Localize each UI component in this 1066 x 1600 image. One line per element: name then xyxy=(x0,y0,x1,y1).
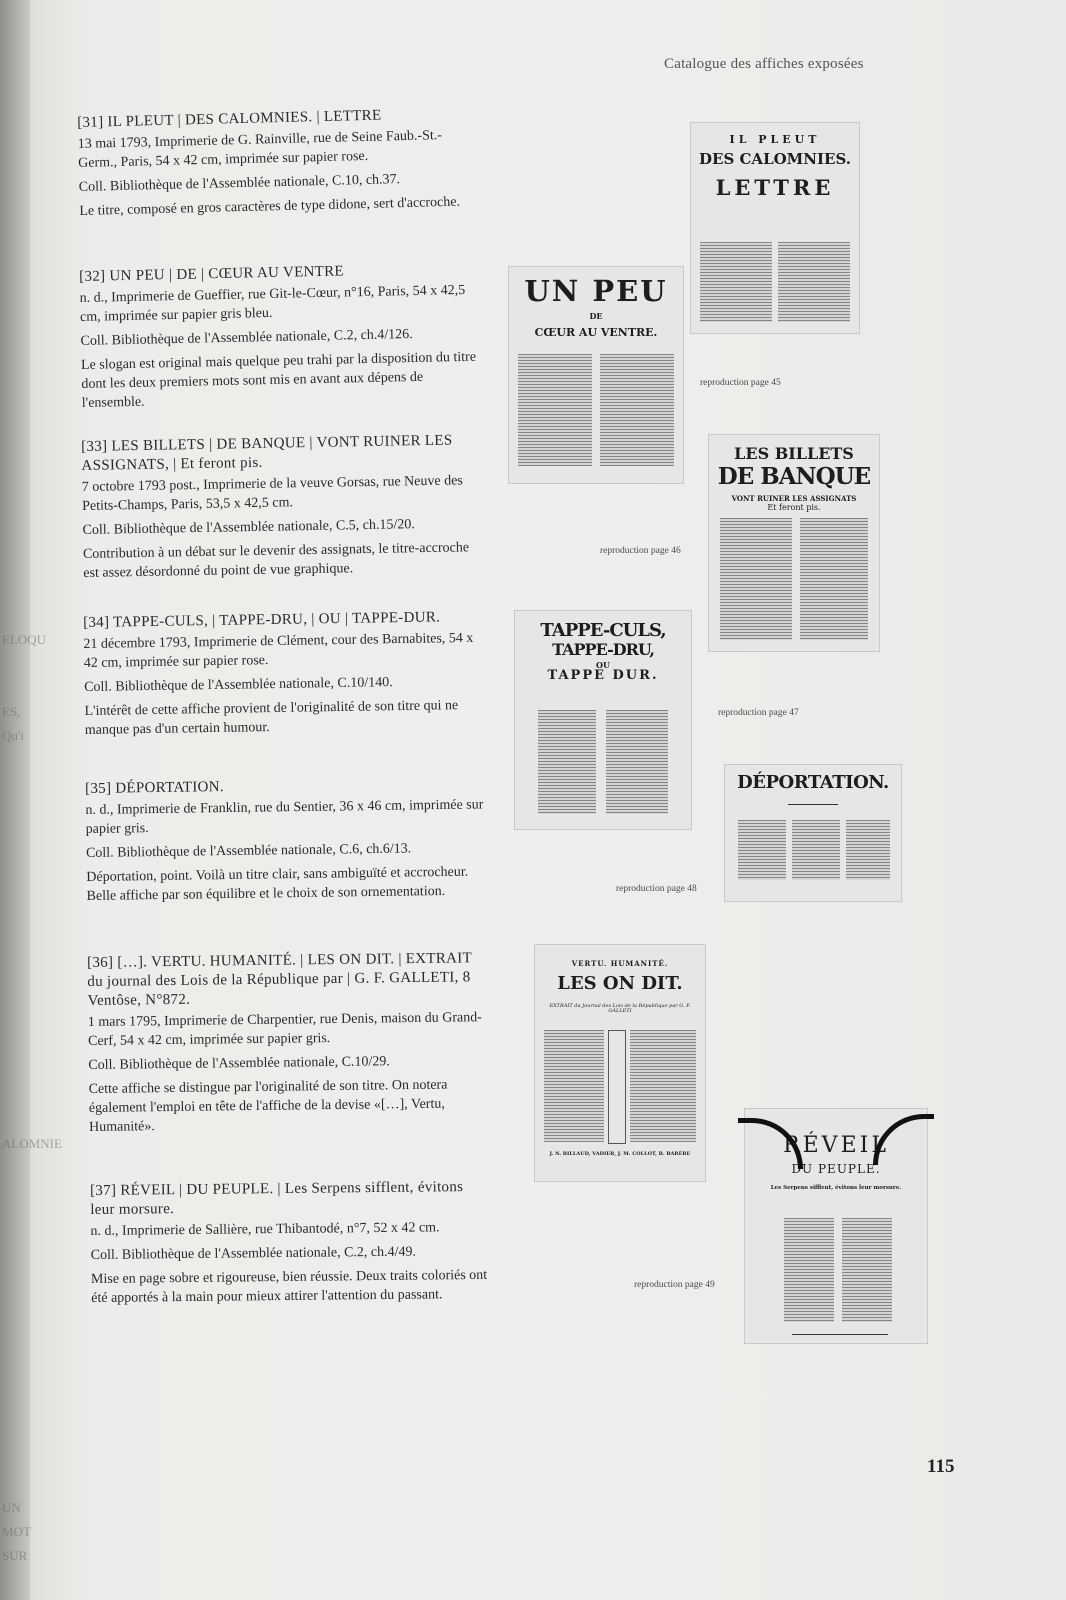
entry-imprint: 1 mars 1795, Imprimerie de Charpentier, rue Denis, maison du Grand-Cerf, 54 x 42 cm, imprimée sur papier gris. xyxy=(87,1010,482,1049)
poster-title-line: OU xyxy=(596,659,610,670)
poster-title-line: CŒUR AU VENTRE. xyxy=(534,325,658,339)
poster-reproduction-il-pleut xyxy=(690,122,860,334)
entry-collection: Coll. Bibliothèque de l'Assemblée nationale, C.10/140. xyxy=(84,675,393,695)
catalogue-entry-33 xyxy=(81,431,484,588)
poster-title-line: UN PEU xyxy=(524,274,668,308)
entry-collection: Coll. Bibliothèque de l'Assemblée nationale, C.10/29. xyxy=(88,1054,390,1073)
catalogue-entry-32 xyxy=(79,260,482,418)
bleed-fragment: ALOMNIE xyxy=(2,1136,62,1151)
poster-reproduction-billets-de-banque xyxy=(708,434,880,652)
poster-text-column xyxy=(846,820,890,880)
entry-heading: [35] DÉPORTATION. xyxy=(85,779,225,797)
poster-title-line: DE xyxy=(589,311,603,322)
poster-reproduction-reveil-du-peuple xyxy=(744,1108,928,1344)
entry-note: Contribution à un débat sur le devenir des assignats, le titre-accroche est assez désordonné du point de vue graphique. xyxy=(82,540,470,581)
running-head: Catalogue des affiches exposées xyxy=(664,56,864,72)
entry-collection: Coll. Bibliothèque de l'Assemblée nationale, C.2, ch.4/49. xyxy=(90,1244,417,1263)
facing-page-bleed xyxy=(2,420,62,1570)
poster-title-line: Les Serpens sifflent, évitons leur morsure. xyxy=(770,1184,902,1191)
poster-text-column xyxy=(784,1218,834,1322)
entry-heading: [32] UN PEU | DE | CŒUR AU VENTRE xyxy=(79,263,345,285)
poster-title-line: LES BILLETS xyxy=(734,444,854,463)
entry-collection: Coll. Bibliothèque de l'Assemblée nationale, C.10, ch.37. xyxy=(78,172,401,195)
poster-title-line: VONT RUINER LES ASSIGNATS xyxy=(731,493,857,503)
poster-text-column xyxy=(538,710,596,814)
poster-reproduction-un-peu xyxy=(508,266,684,484)
bleed-fragment: UN MOT SUR xyxy=(2,1500,31,1563)
entry-imprint: n. d., Imprimerie de Sallière, rue Thibantodé, n°7, 52 x 42 cm. xyxy=(90,1220,440,1239)
entry-collection: Coll. Bibliothèque de l'Assemblée nationale, C.5, ch.15/20. xyxy=(82,517,415,538)
entry-heading: [37] RÉVEIL | DU PEUPLE. | Les Serpens sifflent, évitons leur morsure. xyxy=(90,1179,464,1218)
poster-frame-ornament xyxy=(608,1030,626,1144)
poster-text-column xyxy=(792,820,840,880)
entry-imprint: 21 décembre 1793, Imprimerie de Clément, cour des Barnabites, 54 x 42 cm, imprimée sur papier rose. xyxy=(83,630,474,671)
poster-text-column xyxy=(720,518,792,640)
entry-note: Le titre, composé en gros caractères de type didone, sert d'accroche. xyxy=(79,194,461,219)
entry-collection: Coll. Bibliothèque de l'Assemblée nationale, C.6, ch.6/13. xyxy=(85,841,412,861)
poster-title-line: DES CALOMNIES. xyxy=(699,149,851,168)
entry-imprint: n. d., Imprimerie de Gueffier, rue Git-le-Cœur, n°16, Paris, 54 x 42,5 cm, imprimée sur papier gris bleu. xyxy=(79,282,466,325)
entry-heading: [31] IL PLEUT | DES CALOMNIES. | LETTRE xyxy=(77,107,382,131)
catalogue-entry-36 xyxy=(87,949,489,1142)
reproduction-caption: reproduction page 47 xyxy=(718,708,799,718)
entry-collection: Coll. Bibliothèque de l'Assemblée nationale, C.2, ch.4/126. xyxy=(80,327,413,349)
poster-title-line: TAPPE-CULS, xyxy=(540,620,666,641)
poster-title-line: TAPPE-DRU, xyxy=(552,639,654,659)
poster-title-line: IL PLEUT xyxy=(729,133,821,146)
poster-title-line: LES ON DIT. xyxy=(557,973,683,995)
poster-text-column xyxy=(778,242,850,322)
poster-text-column xyxy=(544,1030,604,1142)
entry-note: Déportation, point. Voilà un titre clair, sans ambiguïté et accrocheur. Belle affiche par son équilibre et le choix de son ornementation. xyxy=(86,864,469,904)
poster-title-line: EXTRAIT du Journal des Lois de la République par G. F. GALLETI xyxy=(549,1003,691,1015)
poster-text-column xyxy=(606,710,668,814)
poster-title-line: DÉPORTATION. xyxy=(737,772,889,793)
reproduction-caption: reproduction page 49 xyxy=(634,1280,715,1290)
entry-heading: [34] TAPPE-CULS, | TAPPE-DRU, | OU | TAPPE-DUR. xyxy=(83,609,441,631)
entry-imprint: 13 mai 1793, Imprimerie de G. Rainville, rue de Seine Faub.-St.-Germ., Paris, 54 x 42 cm, imprimée sur papier rose. xyxy=(77,128,443,171)
poster-text-column xyxy=(518,354,592,466)
poster-signatures: J. N. BILLAUD, VADIER, J. M. COLLOT, B. BARÈRE xyxy=(549,1151,691,1157)
entry-heading: [33] LES BILLETS | DE BANQUE | VONT RUINER LES ASSIGNATS, | Et feront pis. xyxy=(81,432,453,474)
catalogue-entry-34 xyxy=(83,608,485,745)
poster-text-column xyxy=(842,1218,892,1322)
poster-title-line: TAPPE DUR. xyxy=(547,668,659,684)
entry-note: L'intérêt de cette affiche provient de l'originalité de son titre qui ne manque pas d'un certain humour. xyxy=(84,698,459,738)
poster-text-column xyxy=(700,242,772,322)
catalogue-entry-35 xyxy=(85,774,487,911)
entry-heading: [36] […]. VERTU. HUMANITÉ. | LES ON DIT. | EXTRAIT du journal des Lois de la République par | G. F. GALLETI, 8 Ventôse, N°872. xyxy=(87,950,472,1009)
entry-note: Mise en page sobre et rigoureuse, bien réussie. Deux traits coloriés ont été apportés à la main pour mieux attirer l'attention du passant. xyxy=(90,1267,488,1306)
bleed-fragment: Qu'i xyxy=(2,728,24,743)
entry-imprint: n. d., Imprimerie de Franklin, rue du Sentier, 36 x 46 cm, imprimée sur papier gris. xyxy=(85,797,484,837)
poster-title-line: DU PEUPLE. xyxy=(791,1162,881,1177)
entry-note: Le slogan est original mais quelque peu trahi par la disposition du titre dont les deux premiers mots sont mis en avant aux dépens de l'ensemble. xyxy=(80,349,477,411)
poster-reproduction-les-on-dit xyxy=(534,944,706,1182)
poster-title-line: LETTRE xyxy=(715,175,835,201)
ornament-rule xyxy=(792,1334,888,1335)
hand-drawn-stroke xyxy=(738,1118,803,1169)
bleed-fragment: ELOQU xyxy=(2,632,47,647)
reproduction-caption: reproduction page 46 xyxy=(600,546,681,556)
poster-title-line: DE BANQUE xyxy=(717,462,871,490)
reproduction-caption: reproduction page 45 xyxy=(700,378,781,388)
entry-imprint: 7 octobre 1793 post., Imprimerie de la veuve Gorsas, rue Neuve des Petits-Champs, Paris, 53,5 x 42,5 cm. xyxy=(81,473,463,514)
hand-drawn-stroke xyxy=(873,1114,934,1165)
poster-text-column xyxy=(800,518,868,640)
page-number: 115 xyxy=(927,1456,955,1477)
catalogue-entry-37 xyxy=(90,1178,491,1313)
bleed-fragment: ES, xyxy=(2,704,21,719)
ornament-rule xyxy=(788,804,838,805)
reproduction-caption: reproduction page 48 xyxy=(616,884,697,894)
poster-reproduction-deportation xyxy=(724,764,902,902)
entry-note: Cette affiche se distingue par l'originalité de son titre. On notera également l'emploi en tête de l'affiche de la devise «[…], Vertu, Humanité». xyxy=(88,1077,448,1135)
poster-text-column xyxy=(600,354,674,466)
poster-text-column xyxy=(738,820,786,880)
catalogue-entry-31 xyxy=(77,104,480,226)
poster-text-column xyxy=(630,1030,696,1142)
poster-reproduction-tappe-culs xyxy=(514,610,692,830)
poster-title-line: RÉVEIL xyxy=(783,1133,889,1158)
poster-title-line: Et feront pis. xyxy=(767,503,821,513)
poster-title-line: VERTU. HUMANITÉ. xyxy=(571,959,669,968)
